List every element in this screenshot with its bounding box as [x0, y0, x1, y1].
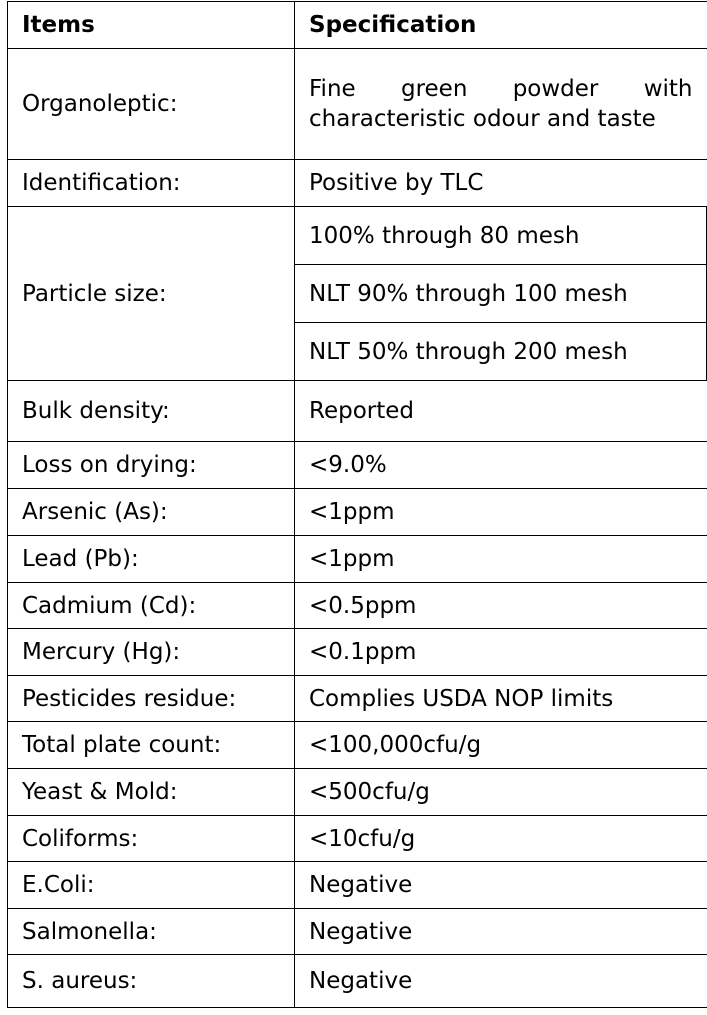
table-row [8, 909, 707, 955]
item-cell: Cadmium (Cd): [8, 583, 295, 629]
spec-cell: <1ppm [295, 536, 707, 583]
spec-cell: <0.1ppm [295, 629, 707, 676]
spec-cell: 100% through 80 mesh [295, 207, 707, 265]
table-row [8, 442, 707, 489]
spec-cell: NLT 90% through 100 mesh [295, 265, 707, 323]
item-cell: Organoleptic: [8, 49, 295, 160]
table-row [8, 629, 707, 676]
table-row [8, 676, 707, 722]
item-cell: Lead (Pb): [8, 536, 295, 583]
spec-cell: Reported [295, 381, 707, 442]
item-cell: Arsenic (As): [8, 489, 295, 536]
item-cell: S. aureus: [8, 955, 295, 1008]
spec-cell: <100,000cfu/g [295, 722, 707, 769]
item-cell: Loss on drying: [8, 442, 295, 489]
table-row [8, 49, 707, 160]
item-cell: Salmonella: [8, 909, 295, 955]
item-cell: Total plate count: [8, 722, 295, 769]
table-row [8, 862, 707, 909]
item-cell: Particle size: [8, 207, 295, 381]
item-cell: Coliforms: [8, 816, 295, 862]
table-row [8, 583, 707, 629]
spec-cell: Negative [295, 909, 707, 955]
spec-cell: <10cfu/g [295, 816, 707, 862]
table-header-row [8, 2, 707, 49]
table-row [8, 722, 707, 769]
table-row [8, 207, 707, 265]
spec-cell: <1ppm [295, 489, 707, 536]
spec-cell: <500cfu/g [295, 769, 707, 816]
spec-cell: Positive by TLC [295, 160, 707, 207]
item-cell: Pesticides residue: [8, 676, 295, 722]
table-row [8, 816, 707, 862]
table-row [8, 955, 707, 1008]
spec-cell: Negative [295, 955, 707, 1008]
spec-cell: NLT 50% through 200 mesh [295, 323, 707, 381]
item-cell: Yeast & Mold: [8, 769, 295, 816]
items-header: Items [8, 2, 295, 49]
spec-cell: Complies USDA NOP limits [295, 676, 707, 722]
table-row [8, 536, 707, 583]
spec-cell: Fine green powder with characteristic odour and taste [295, 49, 707, 160]
item-cell: Bulk density: [8, 381, 295, 442]
table-row [8, 769, 707, 816]
specification-header: Specification [295, 2, 707, 49]
spec-cell: <9.0% [295, 442, 707, 489]
item-cell: Identification: [8, 160, 295, 207]
table-row [8, 160, 707, 207]
spec-cell: Negative [295, 862, 707, 909]
table-row [8, 489, 707, 536]
item-cell: Mercury (Hg): [8, 629, 295, 676]
item-cell: E.Coli: [8, 862, 295, 909]
spec-cell: <0.5ppm [295, 583, 707, 629]
table-row [8, 381, 707, 442]
specification-table [7, 1, 707, 1008]
